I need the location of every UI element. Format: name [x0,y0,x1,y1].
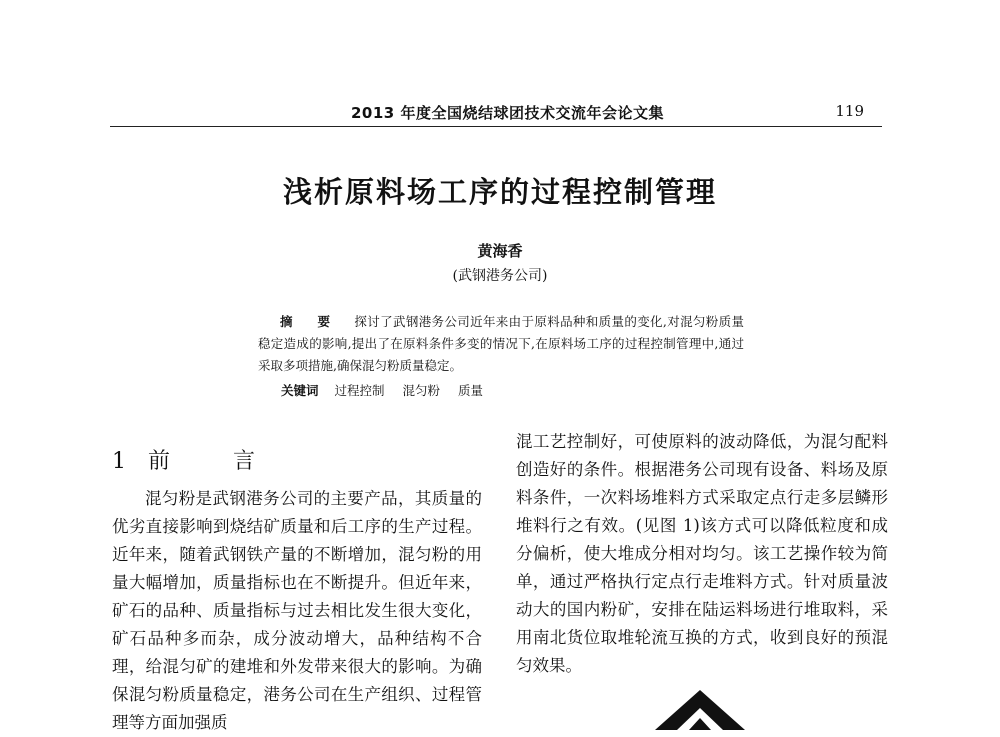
body-text-left-column: 混匀粉是武钢港务公司的主要产品，其质量的优劣直接影响到烧结矿质量和后工序的生产过程。近年来，随着武钢铁产量的不断增加，混匀粉的用量大幅增加，质量指标也在不断提升。但近年来，矿石的品种、质量指标与过去相比发生很大变化，矿石品种多而杂，成分波动增大，品种结构不合理，给混匀矿的建堆和外发带来很大的影响。为确保混匀粉质量稳定，港务公司在生产组织、过程管理等方面加强质 [112,489,482,732]
keywords-label: 关键词 [281,383,319,398]
abstract-text: 探讨了武钢港务公司近年来由于原料品种和质量的变化,对混匀粉质量稳定造成的影响,提出了在原料条件多变的情况下,在原料场工序的过程控制管理中,通过采取多项措施,确保混匀粉质量稳定。 [258,314,744,373]
keyword: 混匀粉 [402,383,441,398]
keyword: 质量 [458,383,484,398]
abstract [258,311,744,377]
affiliation: (武钢港务公司) [452,268,548,284]
section-number: 1 [112,449,130,474]
abstract-label: 摘 要 [280,314,341,329]
figure-1-stacking-diagram [655,690,745,730]
body-text-right-column: 混工艺控制好，可使原料的波动降低，为混匀配料创造好的条件。根据港务公司现有设备、料场及原料条件，一次料场堆料方式采取定点行走多层鳞形堆料行之有效。(见图 1)该方式可以降低粒度和成分偏析，使大堆成分相对均匀。该工艺操作较为简单，通过严格执行定点行走堆料方式。针对质量波动大的国内粉矿，安排在陆运料场进行堆取料，采用南北货位取堆轮流互换的方式，收到良好的预混匀效果。 [516,432,888,675]
running-header [110,100,882,127]
article-title: 浅析原料场工序的过程控制管理 [282,175,717,209]
journal-title: 2013 年度全国烧结球团技术交流年会论文集 [351,104,664,122]
section-heading [112,444,283,475]
keywords [281,381,497,399]
keyword: 过程控制 [334,383,385,398]
author: 黄海香 [477,242,523,260]
page-number: 119 [835,102,864,120]
section-title: 前 言 [148,449,283,474]
